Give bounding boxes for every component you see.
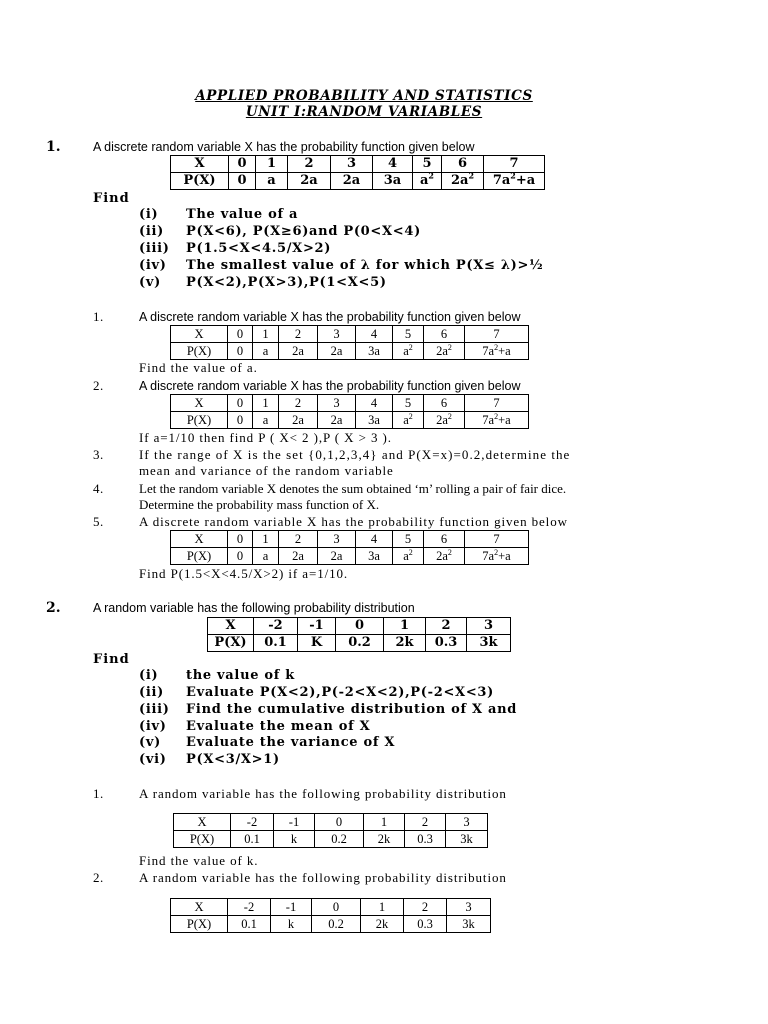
table-cell: X (171, 326, 228, 343)
table-cell: 3k (467, 635, 511, 652)
document-title: APPLIED PROBABILITY AND STATISTICS (195, 88, 533, 104)
table-cell: 7 (465, 531, 529, 548)
sub-question-text: A discrete random variable X has the probability function given below (139, 310, 521, 324)
table-cell: $2a^2$ (424, 343, 465, 360)
table-cell: $2a^2$ (424, 548, 465, 565)
sub-question-followup: If a=1/10 then find P ( X< 2 ),P ( X > 3 ). (139, 430, 392, 445)
table-cell: 3 (318, 326, 356, 343)
table-cell: 6 (424, 395, 465, 412)
sub-question-number: 3. (93, 447, 104, 462)
sub-question-number: 1. (93, 309, 104, 324)
table-row (174, 831, 488, 848)
table-row (171, 173, 545, 190)
table-cell: $7a^2+a$ (465, 412, 529, 429)
table-cell: $a^2$ (393, 412, 424, 429)
question-1-number: 1. (46, 139, 61, 155)
table-cell: P(X) (171, 548, 228, 565)
table-cell: 5 (393, 531, 424, 548)
table-cell: 0 (228, 531, 253, 548)
table-cell: X (174, 814, 231, 831)
table-cell: X (208, 618, 254, 635)
list-item: (iii) P(1.5<X<4.5/X>2) (139, 241, 332, 256)
table-cell: 7 (465, 326, 529, 343)
table-cell: 6 (424, 326, 465, 343)
table-cell: 7 (484, 156, 545, 173)
table-cell: -1 (274, 814, 315, 831)
table-cell: 0.3 (404, 916, 447, 933)
table-cell: 0.3 (426, 635, 467, 652)
question-2-text: A random variable has the following probability distribution (93, 601, 415, 615)
table-cell: 3 (331, 156, 373, 173)
sub-question-number: 2. (93, 378, 104, 393)
table-cell: 0.2 (336, 635, 384, 652)
sub-question-text: A discrete random variable X has the probability function given below (139, 514, 568, 529)
table-cell: 2 (279, 326, 318, 343)
sub-question-number: 4. (93, 481, 104, 496)
sub-question-text: A random variable has the following probability distribution (139, 786, 507, 801)
table-row (171, 326, 529, 343)
table-cell: $2a^2$ (442, 173, 484, 190)
sub-question-table (170, 325, 529, 360)
sub-question-table (170, 898, 491, 933)
table-cell: $a^2$ (393, 548, 424, 565)
table-cell: 2a (279, 343, 318, 360)
list-item: (i) The value of a (139, 207, 299, 222)
sub-question-followup: Find the value of a. (139, 360, 258, 375)
sub-question-table (173, 813, 488, 848)
table-cell: 0.2 (312, 916, 361, 933)
list-item: (v) P(X<2),P(X>3),P(1<X<5) (139, 275, 387, 290)
table-cell: 4 (356, 326, 393, 343)
sub-question-number: 5. (93, 514, 104, 529)
table-cell: P(X) (208, 635, 254, 652)
table-cell: P(X) (171, 173, 229, 190)
table-cell: 0 (336, 618, 384, 635)
table-cell: 3 (318, 395, 356, 412)
table-cell: 0 (228, 412, 253, 429)
table-cell: 2k (361, 916, 404, 933)
list-item: (v) Evaluate the variance of X (139, 735, 396, 750)
table-row (171, 412, 529, 429)
table-row (174, 814, 488, 831)
question-1-table (170, 155, 545, 190)
table-cell: 2k (384, 635, 426, 652)
table-row (171, 548, 529, 565)
sub-question-text-cont: Determine the probability mass function of X. (139, 497, 380, 512)
list-item: (i) the value of k (139, 668, 296, 683)
table-cell: 2 (279, 395, 318, 412)
table-cell: 4 (356, 395, 393, 412)
sub-question-text: Let the random variable X denotes the sum obtained ‘m’ rolling a pair of fair dice. (139, 481, 567, 496)
table-cell: 2a (331, 173, 373, 190)
table-cell: 3a (373, 173, 413, 190)
table-cell: 3a (356, 343, 393, 360)
table-cell: K (298, 635, 336, 652)
table-cell: 1 (256, 156, 288, 173)
sub-question-followup: Find the value of k. (139, 853, 259, 868)
table-cell: 0 (228, 395, 253, 412)
table-cell: 5 (413, 156, 442, 173)
table-cell: 4 (373, 156, 413, 173)
table-cell: 0.1 (254, 635, 298, 652)
table-row (171, 395, 529, 412)
sub-question-text: If the range of X is the set {0,1,2,3,4} and P(X=x)=0.2,determine the (139, 447, 571, 462)
table-cell: 0.3 (405, 831, 446, 848)
table-row (208, 635, 511, 652)
table-cell: 2a (279, 412, 318, 429)
table-cell: 0 (228, 548, 253, 565)
question-2-number: 2. (46, 600, 61, 616)
table-cell: 3 (446, 814, 488, 831)
table-cell: 0 (228, 326, 253, 343)
table-cell: 0.1 (228, 916, 271, 933)
table-cell: 2k (364, 831, 405, 848)
table-cell: 2 (426, 618, 467, 635)
table-cell: 2 (404, 899, 447, 916)
find-label: Find (93, 191, 130, 206)
table-cell: 3k (447, 916, 491, 933)
table-cell: $2a^2$ (424, 412, 465, 429)
table-cell: P(X) (174, 831, 231, 848)
table-cell: -1 (298, 618, 336, 635)
table-cell: 0.1 (231, 831, 274, 848)
table-cell: $a^2$ (393, 343, 424, 360)
table-cell: 3 (318, 531, 356, 548)
table-cell: 2 (405, 814, 446, 831)
list-item: (iv) The smallest value of λ for which P(X≤ λ)>½ (139, 258, 544, 273)
table-cell: a (253, 412, 279, 429)
table-cell: k (274, 831, 315, 848)
table-cell: 6 (442, 156, 484, 173)
table-cell: P(X) (171, 916, 228, 933)
table-row (171, 899, 491, 916)
table-cell: 0 (228, 343, 253, 360)
table-cell: X (171, 531, 228, 548)
table-cell: 1 (361, 899, 404, 916)
table-row (171, 916, 491, 933)
document-subtitle: UNIT I:RANDOM VARIABLES (245, 104, 483, 120)
find-label: Find (93, 652, 130, 667)
table-cell: 6 (424, 531, 465, 548)
table-cell: 5 (393, 326, 424, 343)
table-cell: 3 (447, 899, 491, 916)
table-cell: 1 (253, 531, 279, 548)
table-cell: 4 (356, 531, 393, 548)
table-cell: a (253, 548, 279, 565)
table-cell: 3 (467, 618, 511, 635)
sub-question-number: 1. (93, 786, 104, 801)
table-cell: 5 (393, 395, 424, 412)
table-cell: 2a (279, 548, 318, 565)
list-item: (ii) Evaluate P(X<2),P(-2<X<2),P(-2<X<3) (139, 685, 495, 700)
sub-question-table (170, 530, 529, 565)
table-cell: 0 (315, 814, 364, 831)
list-item: (iv) Evaluate the mean of X (139, 719, 371, 734)
list-item: (ii) P(X<6), P(X≥6)and P(0<X<4) (139, 224, 421, 239)
table-cell: 3a (356, 412, 393, 429)
table-cell: a (253, 343, 279, 360)
table-cell: -2 (228, 899, 271, 916)
table-cell: 1 (384, 618, 426, 635)
table-cell: 0.2 (315, 831, 364, 848)
sub-question-followup: Find P(1.5<X<4.5/X>2) if a=1/10. (139, 566, 349, 581)
table-cell: -2 (254, 618, 298, 635)
table-cell: $a^2$ (413, 173, 442, 190)
table-cell: X (171, 156, 229, 173)
sub-question-table (170, 394, 529, 429)
table-cell: 7 (465, 395, 529, 412)
table-row (171, 156, 545, 173)
list-item: (vi) P(X<3/X>1) (139, 752, 280, 767)
table-cell: 2a (318, 548, 356, 565)
question-1-text: A discrete random variable X has the probability function given below (93, 140, 475, 154)
table-cell: k (271, 916, 312, 933)
table-cell: $7a^2+a$ (465, 548, 529, 565)
table-row (171, 343, 529, 360)
table-cell: 2 (279, 531, 318, 548)
table-row (208, 618, 511, 635)
sub-question-text: A random variable has the following probability distribution (139, 870, 507, 885)
table-cell: P(X) (171, 343, 228, 360)
table-cell: $7a^2+a$ (465, 343, 529, 360)
sub-question-text-cont: mean and variance of the random variable (139, 463, 394, 478)
table-cell: 2 (288, 156, 331, 173)
table-cell: 1 (253, 326, 279, 343)
table-cell: P(X) (171, 412, 228, 429)
list-item: (iii) Find the cumulative distribution of X and (139, 702, 518, 717)
question-2-table (207, 617, 511, 652)
table-row (171, 531, 529, 548)
table-cell: 2a (318, 343, 356, 360)
table-cell: 1 (253, 395, 279, 412)
table-cell: $7a^2+a$ (484, 173, 545, 190)
table-cell: 0 (229, 173, 256, 190)
sub-question-text: A discrete random variable X has the probability function given below (139, 379, 521, 393)
table-cell: 0 (229, 156, 256, 173)
table-cell: a (256, 173, 288, 190)
table-cell: 2a (288, 173, 331, 190)
table-cell: -1 (271, 899, 312, 916)
sub-question-number: 2. (93, 870, 104, 885)
table-cell: -2 (231, 814, 274, 831)
table-cell: 3k (446, 831, 488, 848)
table-cell: 0 (312, 899, 361, 916)
table-cell: X (171, 395, 228, 412)
table-cell: 2a (318, 412, 356, 429)
table-cell: 1 (364, 814, 405, 831)
table-cell: X (171, 899, 228, 916)
table-cell: 3a (356, 548, 393, 565)
